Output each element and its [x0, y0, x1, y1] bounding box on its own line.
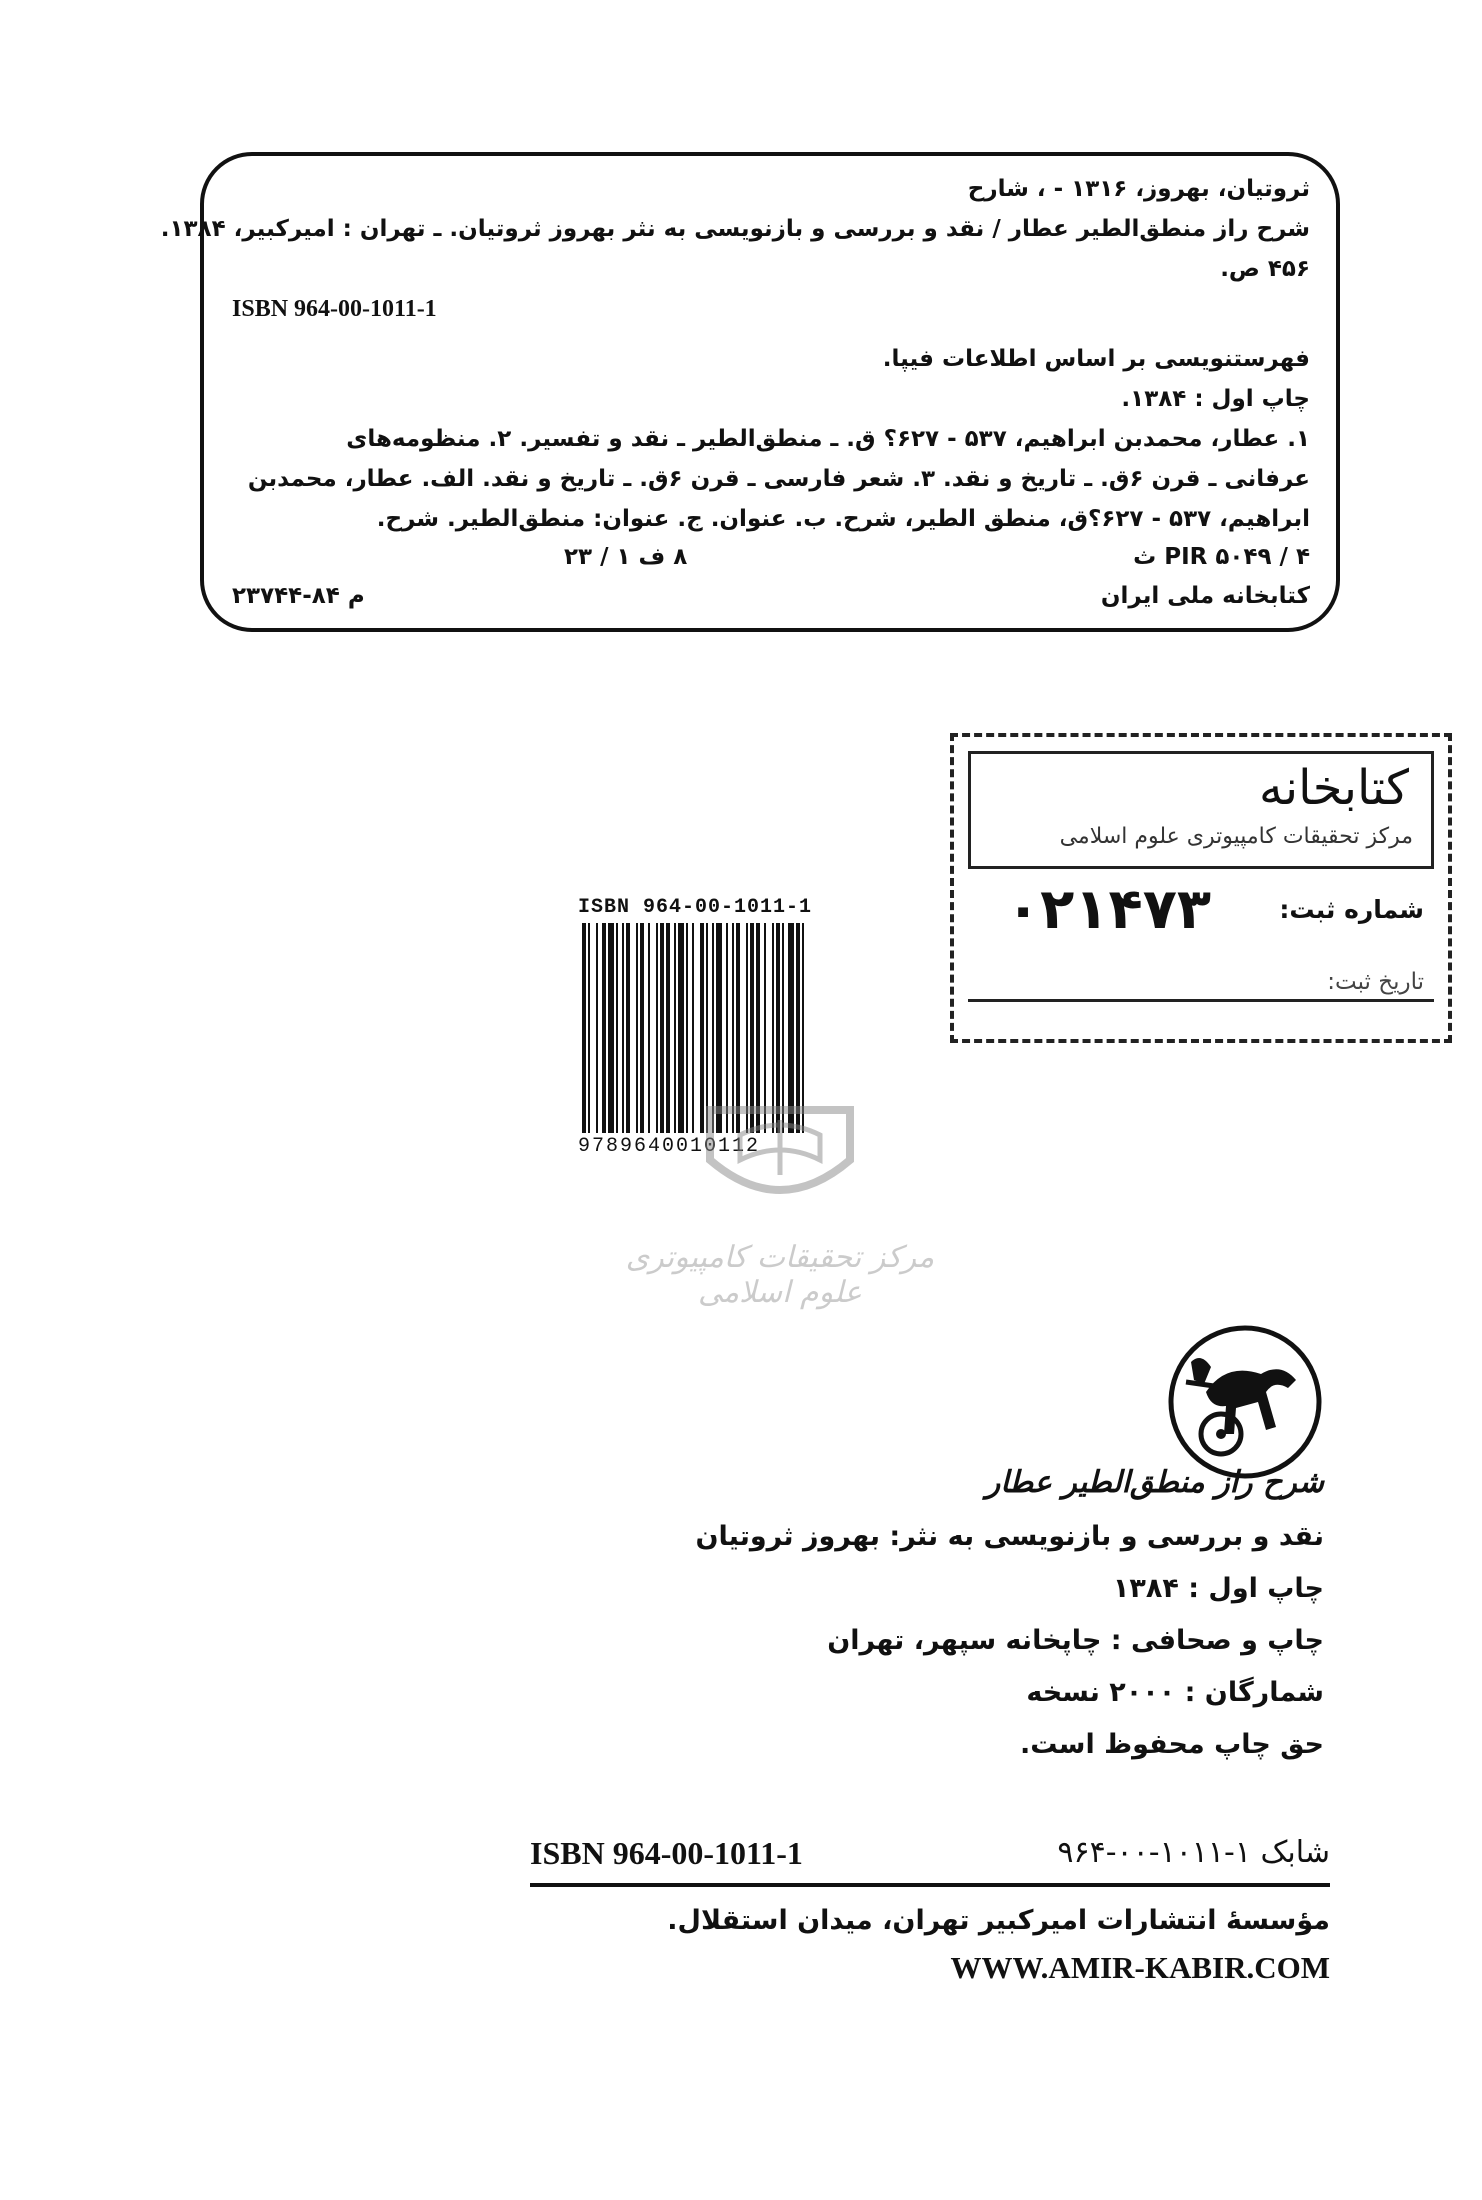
cip-isbn: ISBN 964-00-1011-1 [232, 296, 437, 322]
book-printing: چاپ و صحافی : چاپخانه سپهر، تهران [827, 1625, 1324, 1656]
stamp-title: کتابخانه [1258, 760, 1409, 816]
stamp-subtitle: مرکز تحقیقات کامپیوتری علوم اسلامی [1059, 824, 1413, 849]
stamp-registration-label: شماره ثبت: [1279, 895, 1424, 924]
barcode-isbn-text: ISBN 964-00-1011-1 [578, 896, 813, 919]
cataloging-card [160, 152, 1340, 632]
publisher-chariot-logo-icon [1166, 1322, 1324, 1482]
stamp-date-label: تاریخ ثبت: [1327, 969, 1424, 995]
cip-subject-line-3: ابراهیم، ۵۳۷ - ۶۲۷؟ق، منطق الطیر، شرح. ب. عنوان. ج. عنوان: منطق‌الطیر. شرح. [376, 506, 1310, 532]
stamp-divider [968, 999, 1434, 1002]
cip-library-number: م ۸۴-۲۳۷۴۴ [232, 583, 365, 609]
cip-subject-line-2: عرفانی ـ قرن ۶ق. ـ تاریخ و نقد. ۳. شعر فارسی ـ قرن ۶ق. ـ تاریخ و نقد. الف. عطار، محمدبن [247, 466, 1310, 492]
book-title: شرح راز منطق‌الطیر عطار [985, 1465, 1324, 1500]
watermark-emblem-icon [590, 1100, 970, 1240]
watermark [590, 1100, 970, 1320]
book-rights: حق چاپ محفوظ است. [1020, 1729, 1324, 1760]
barcode-number: 9789640010112 [578, 1135, 761, 1158]
library-stamp [950, 733, 1452, 1043]
stamp-registration-number: ۰۲۱۴۷۳ [1006, 877, 1212, 942]
cip-author-line: ثروتیان، بهروز، ۱۳۱۶ - ، شارح [967, 176, 1310, 202]
book-author: نقد و بررسی و بازنویسی به نثر: بهروز ثروتیان [695, 1521, 1324, 1552]
footer-rule [530, 1883, 1330, 1887]
cip-dewey: ۸ ف ۱ / ۲۳ [564, 544, 688, 570]
cip-classification: PIR ۵۰۴۹ / ۴ ث [1133, 544, 1310, 570]
cip-title-line: شرح راز منطق‌الطیر عطار / نقد و بررسی و بازنویسی به نثر بهروز ثروتیان. ـ تهران : امیرکبیر، ۱۳۸۴. [160, 216, 1310, 242]
cip-pages-line: ۴۵۶ ص. [1220, 256, 1310, 282]
footer [530, 1835, 1330, 1986]
book-edition: چاپ اول : ۱۳۸۴ [1112, 1573, 1324, 1604]
watermark-text: مرکز تحقیقات کامپیوتری علوم اسلامی [625, 1240, 935, 1310]
colophon [424, 1465, 1324, 1781]
publisher-website: WWW.AMIR-KABIR.COM [950, 1950, 1330, 1985]
cip-edition-line: چاپ اول : ۱۳۸۴. [1121, 386, 1310, 412]
book-copies: شمارگان : ۲۰۰۰ نسخه [1026, 1677, 1324, 1708]
publisher-address: مؤسسهٔ انتشارات امیرکبیر تهران، میدان استقلال. [667, 1905, 1330, 1936]
cip-subject-line-1: ۱. عطار، محمدبن ابراهیم، ۵۳۷ - ۶۲۷؟ ق. ـ منطق‌الطیر ـ نقد و تفسیر. ۲. منظومه‌های [346, 426, 1310, 452]
cip-library-name: کتابخانه ملی ایران [1100, 583, 1310, 609]
footer-isbn-latin: ISBN 964-00-1011-1 [530, 1835, 803, 1871]
stamp-header-box [968, 751, 1434, 869]
cip-fipa-note: فهرستنویسی بر اساس اطلاعات فیپا. [882, 346, 1310, 372]
footer-isbn-persian: شابک ۱-۱۰۱۱-۰۰-۹۶۴ [1057, 1835, 1330, 1870]
isbn-row [530, 1835, 1330, 1877]
